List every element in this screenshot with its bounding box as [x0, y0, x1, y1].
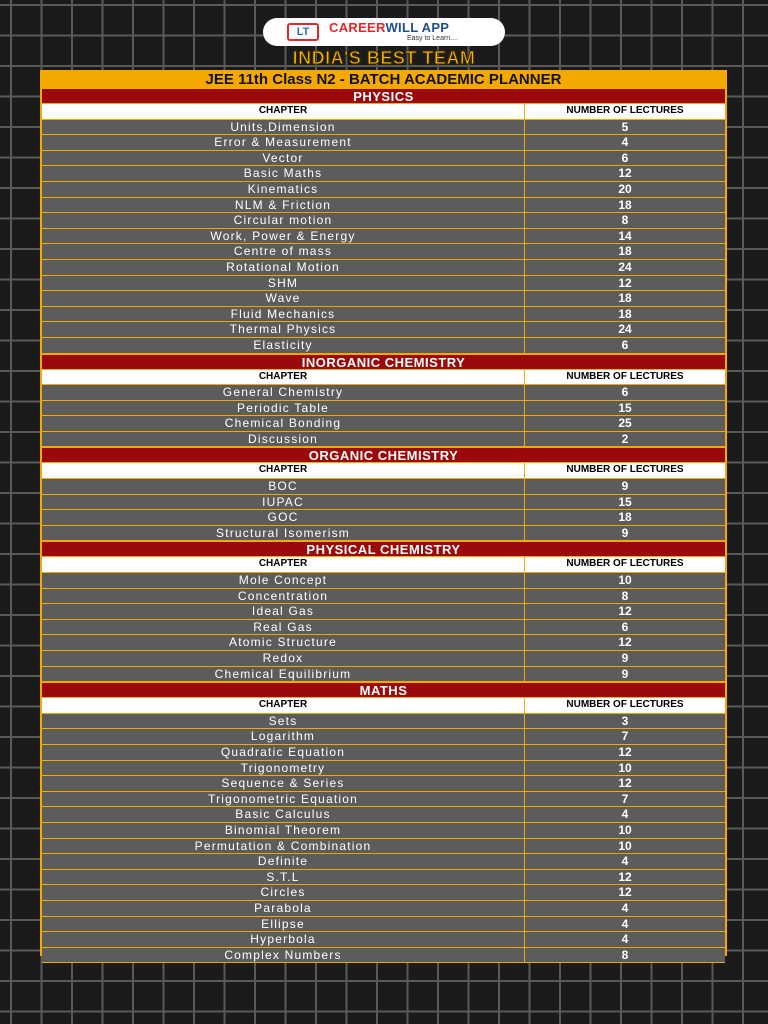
chapter-cell: Atomic Structure	[42, 635, 525, 650]
table-row	[42, 151, 725, 167]
column-header-lectures: NUMBER OF LECTURES	[566, 464, 684, 476]
table-row	[42, 776, 725, 792]
column-header-row	[42, 463, 725, 479]
table-row	[42, 307, 725, 323]
table-row	[42, 589, 725, 605]
table-row	[42, 901, 725, 917]
chapter-cell: Definite	[42, 854, 525, 869]
lectures-cell: 4	[621, 807, 629, 822]
chapter-cell: Basic Maths	[42, 166, 525, 181]
column-header-row	[42, 370, 725, 386]
table-row	[42, 291, 725, 307]
lectures-cell: 9	[621, 479, 629, 494]
lectures-cell: 20	[618, 181, 632, 196]
lectures-cell: 4	[621, 135, 629, 150]
chapter-cell: Structural Isomerism	[42, 526, 525, 541]
column-header-row	[42, 557, 725, 573]
chapter-cell: Basic Calculus	[42, 807, 525, 822]
table-row	[42, 823, 725, 839]
chapter-cell: GOC	[42, 510, 525, 525]
lectures-cell: 4	[621, 932, 629, 947]
chapter-cell: Sets	[42, 714, 525, 729]
lectures-cell: 10	[618, 573, 632, 588]
lectures-cell: 14	[618, 228, 632, 243]
lectures-cell: 8	[621, 213, 629, 228]
table-row	[42, 651, 725, 667]
chapter-cell: Centre of mass	[42, 244, 525, 259]
chapter-cell: Trigonometry	[42, 761, 525, 776]
lectures-cell: 6	[621, 619, 629, 634]
chapter-cell: Logarithm	[42, 729, 525, 744]
table-row	[42, 635, 725, 651]
lectures-cell: 2	[621, 431, 629, 446]
column-header-chapter: CHAPTER	[42, 370, 525, 385]
chapter-cell: Discussion	[42, 432, 525, 447]
chapter-cell: Complex Numbers	[42, 948, 525, 963]
section-heading: MATHS	[42, 682, 725, 698]
logo-mark-text: LT	[296, 25, 310, 38]
chapter-cell: SHM	[42, 276, 525, 291]
headline: INDIA'S BEST TEAM	[292, 48, 476, 68]
chapter-cell: BOC	[42, 479, 525, 494]
logo-icon	[287, 23, 319, 41]
lectures-cell: 6	[621, 385, 629, 400]
chapter-cell: Concentration	[42, 589, 525, 604]
section-heading: PHYSICS	[42, 88, 725, 104]
lectures-cell: 9	[621, 666, 629, 681]
table-row	[42, 667, 725, 683]
lectures-cell: 18	[618, 306, 632, 321]
lectures-cell: 4	[621, 854, 629, 869]
table-row	[42, 244, 725, 260]
brand-name-part1: CAREER	[329, 20, 386, 35]
table-row	[42, 260, 725, 276]
table-row	[42, 385, 725, 401]
table-row	[42, 198, 725, 214]
table-row	[42, 885, 725, 901]
lectures-cell: 4	[621, 900, 629, 915]
table-row	[42, 620, 725, 636]
lectures-cell: 7	[621, 791, 629, 806]
lectures-cell: 12	[618, 885, 632, 900]
column-header-lectures: NUMBER OF LECTURES	[566, 558, 684, 570]
planner-title: JEE 11th Class N2 - BATCH ACADEMIC PLANNER	[42, 72, 725, 88]
lectures-cell: 4	[621, 916, 629, 931]
lectures-cell: 5	[621, 119, 629, 134]
column-header-chapter: CHAPTER	[42, 463, 525, 478]
column-header-chapter: CHAPTER	[42, 557, 525, 572]
lectures-cell: 24	[618, 259, 632, 274]
chapter-cell: Sequence & Series	[42, 776, 525, 791]
table-row	[42, 761, 725, 777]
table-row	[42, 932, 725, 948]
table-row	[42, 917, 725, 933]
chapter-cell: Thermal Physics	[42, 322, 525, 337]
lectures-cell: 10	[618, 822, 632, 837]
table-row	[42, 573, 725, 589]
brand-name	[329, 21, 458, 35]
lectures-cell: 8	[621, 947, 629, 962]
lectures-cell: 9	[621, 525, 629, 540]
chapter-cell: Work, Power & Energy	[42, 229, 525, 244]
chapter-cell: Ideal Gas	[42, 604, 525, 619]
lectures-cell: 24	[618, 322, 632, 337]
table-row	[42, 213, 725, 229]
chapter-cell: Ellipse	[42, 917, 525, 932]
table-row	[42, 807, 725, 823]
chapter-cell: General Chemistry	[42, 385, 525, 400]
chapter-cell: Hyperbola	[42, 932, 525, 947]
table-row	[42, 729, 725, 745]
lectures-cell: 3	[621, 713, 629, 728]
lectures-cell: 12	[618, 776, 632, 791]
lectures-cell: 6	[621, 337, 629, 352]
table-row	[42, 870, 725, 886]
lectures-cell: 6	[621, 150, 629, 165]
chapter-cell: Units,Dimension	[42, 120, 525, 135]
chapter-cell: Vector	[42, 151, 525, 166]
lectures-cell: 12	[618, 635, 632, 650]
chapter-cell: Circular motion	[42, 213, 525, 228]
table-row	[42, 604, 725, 620]
academic-planner-table	[40, 70, 727, 962]
table-row	[42, 714, 725, 730]
lectures-cell: 12	[618, 869, 632, 884]
logo-text	[329, 21, 458, 43]
lectures-cell: 8	[621, 588, 629, 603]
table-row	[42, 495, 725, 511]
table-row	[42, 745, 725, 761]
lectures-cell: 15	[618, 400, 632, 415]
table-row	[42, 416, 725, 432]
table-row	[42, 338, 725, 354]
section-heading: INORGANIC CHEMISTRY	[42, 354, 725, 370]
table-row	[42, 135, 725, 151]
brand-logo	[263, 18, 505, 46]
table-row	[42, 166, 725, 182]
table-row	[42, 510, 725, 526]
chapter-cell: Chemical Bonding	[42, 416, 525, 431]
chapter-cell: Kinematics	[42, 182, 525, 197]
lectures-cell: 12	[618, 604, 632, 619]
brand-name-part2: WILL APP	[385, 20, 450, 35]
chapter-cell: Trigonometric Equation	[42, 792, 525, 807]
table-row	[42, 948, 725, 964]
chapter-cell: Mole Concept	[42, 573, 525, 588]
chapter-cell: Rotational Motion	[42, 260, 525, 275]
lectures-cell: 7	[621, 729, 629, 744]
chapter-cell: S.T.L	[42, 870, 525, 885]
lectures-cell: 18	[618, 510, 632, 525]
table-row	[42, 792, 725, 808]
table-row	[42, 276, 725, 292]
table-row	[42, 854, 725, 870]
table-row	[42, 432, 725, 448]
chapter-cell: Wave	[42, 291, 525, 306]
chapter-cell: Permutation & Combination	[42, 839, 525, 854]
column-header-row	[42, 698, 725, 714]
lectures-cell: 9	[621, 651, 629, 665]
chapter-cell: Chemical Equilibrium	[42, 667, 525, 682]
lectures-cell: 25	[618, 416, 632, 431]
lectures-cell: 18	[618, 291, 632, 306]
chapter-cell: Fluid Mechanics	[42, 307, 525, 322]
lectures-cell: 12	[618, 275, 632, 290]
section-heading: ORGANIC CHEMISTRY	[42, 447, 725, 463]
chapter-cell: IUPAC	[42, 495, 525, 510]
lectures-cell: 12	[618, 166, 632, 181]
column-header-lectures: NUMBER OF LECTURES	[566, 105, 684, 116]
chapter-cell: Error & Measurement	[42, 135, 525, 150]
chapter-cell: NLM & Friction	[42, 198, 525, 213]
lectures-cell: 12	[618, 744, 632, 759]
table-row	[42, 401, 725, 417]
chapter-cell: Parabola	[42, 901, 525, 916]
column-header-lectures: NUMBER OF LECTURES	[566, 370, 684, 382]
column-header-row	[42, 104, 725, 120]
chapter-cell: Elasticity	[42, 338, 525, 353]
table-row	[42, 839, 725, 855]
chapter-cell: Binomial Theorem	[42, 823, 525, 838]
table-row	[42, 322, 725, 338]
lectures-cell: 10	[618, 760, 632, 775]
chapter-cell: Real Gas	[42, 620, 525, 635]
column-header-chapter: CHAPTER	[42, 104, 525, 119]
column-header-lectures: NUMBER OF LECTURES	[566, 699, 684, 711]
lectures-cell: 15	[618, 494, 632, 509]
lectures-cell: 18	[618, 197, 632, 212]
section-heading: PHYSICAL CHEMISTRY	[42, 541, 725, 557]
table-row	[42, 526, 725, 542]
column-header-chapter: CHAPTER	[42, 698, 525, 713]
table-row	[42, 182, 725, 198]
table-row	[42, 479, 725, 495]
chapter-cell: Periodic Table	[42, 401, 525, 416]
table-row	[42, 229, 725, 245]
lectures-cell: 10	[618, 838, 632, 853]
chapter-cell: Redox	[42, 651, 525, 666]
chapter-cell: Quadratic Equation	[42, 745, 525, 760]
lectures-cell: 18	[618, 244, 632, 259]
table-row	[42, 120, 725, 136]
brand-tagline: Easy to Learn....	[407, 35, 458, 42]
chapter-cell: Circles	[42, 885, 525, 900]
